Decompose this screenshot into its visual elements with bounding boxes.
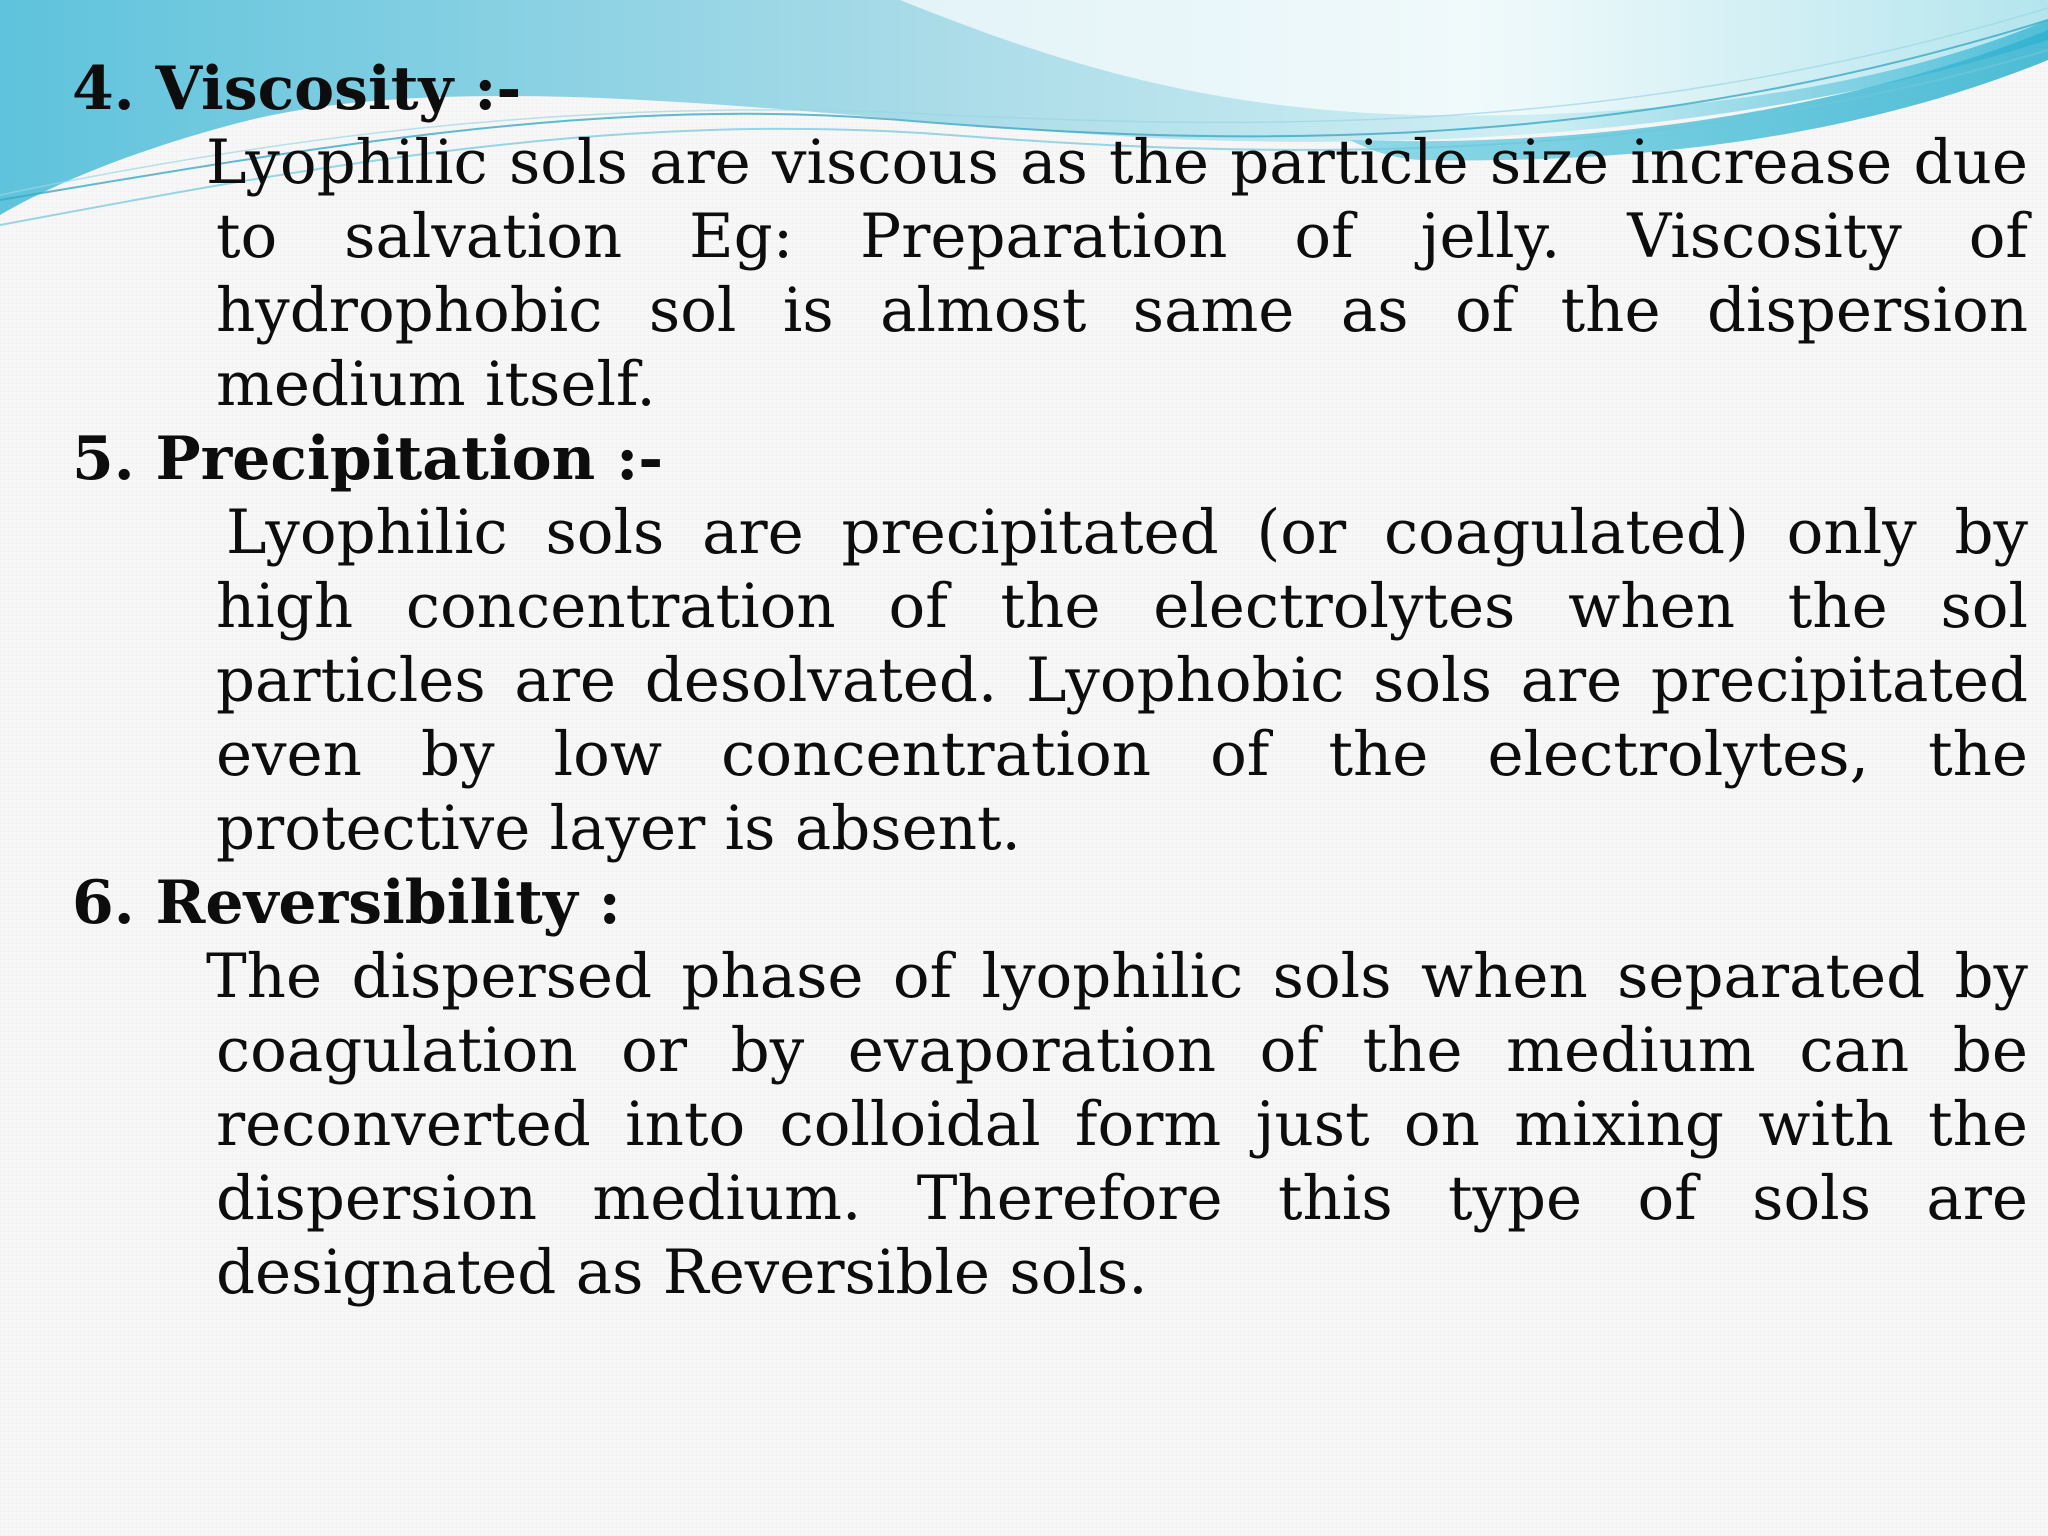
heading-reversibility: 6. Reversibility : <box>72 868 621 938</box>
heading-precipitation: 5. Precipitation :- <box>72 424 664 494</box>
paragraph-viscosity: Lyophilic sols are viscous as the particle size increase due to salvation Eg: Preparation of jelly. Viscosity of hydrophobic sol is almost same as of the dispersion medium itself. <box>206 127 2028 420</box>
paragraph-precipitation: Lyophilic sols are precipitated (or coagulated) only by high concentration of the electrolytes when the sol particles are desolvated. Lyophobic sols are precipitated even by low concentration of the electrolytes, the protective layer is absent. <box>216 497 2028 864</box>
slide-content <box>72 52 2028 1310</box>
paragraph-reversibility: The dispersed phase of lyophilic sols when separated by coagulation or by evaporation of the medium can be reconverted into colloidal form just on mixing with the dispersion medium. Therefore this type of sols are designated as Reversible sols. <box>206 941 2028 1308</box>
heading-viscosity: 4. Viscosity :- <box>72 54 522 124</box>
